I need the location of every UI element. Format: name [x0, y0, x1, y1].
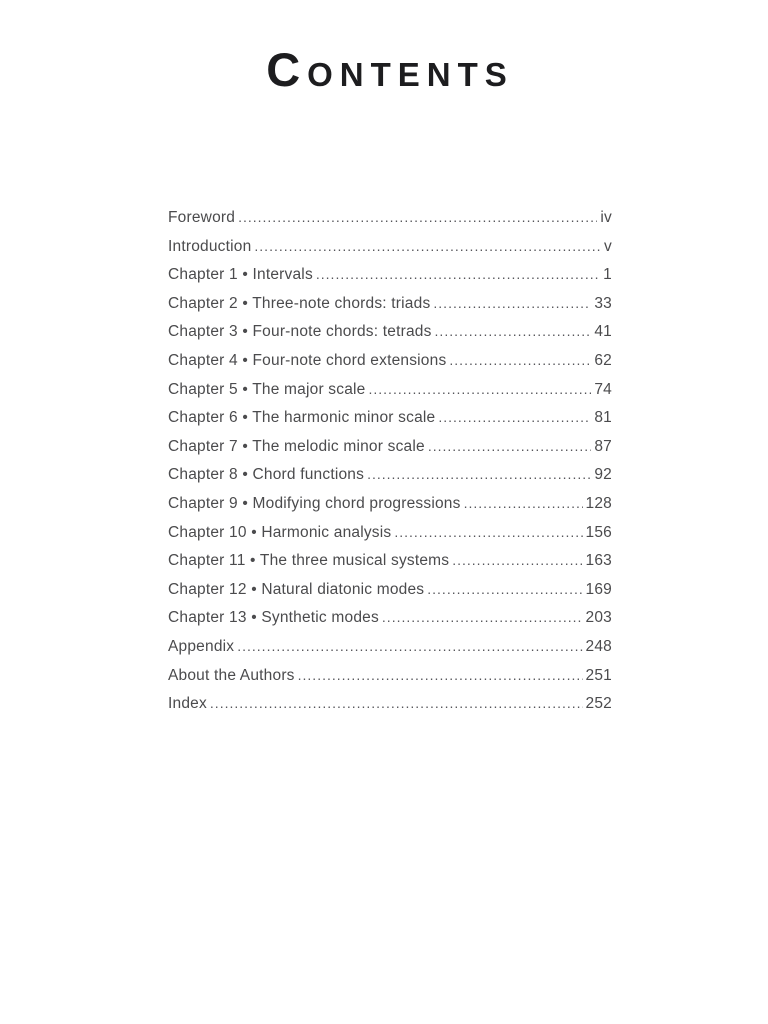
- dot-leader: [438, 408, 591, 427]
- toc-entry-page: 81: [594, 409, 612, 427]
- dot-leader: [254, 237, 601, 256]
- toc-entry-page: 163: [585, 552, 612, 570]
- toc-entry-page: 92: [594, 466, 612, 484]
- toc-entry-label: Chapter 11 • The three musical systems: [168, 552, 450, 570]
- toc-entry: [168, 380, 612, 409]
- toc-entry-label: Appendix: [168, 637, 235, 655]
- toc-entry-label: Chapter 13 • Synthetic modes: [168, 609, 379, 627]
- toc-entry-page: 203: [585, 609, 612, 627]
- toc-entry-page: 1: [603, 266, 612, 284]
- dot-leader: [449, 351, 591, 370]
- toc-entry-label: Chapter 2 • Three-note chords: triads: [168, 294, 431, 312]
- toc-entry-page: 41: [594, 323, 612, 341]
- dot-leader: [237, 637, 582, 656]
- toc-entry-label: Chapter 10 • Harmonic analysis: [168, 523, 392, 541]
- toc-entry-label: Chapter 12 • Natural diatonic modes: [168, 580, 425, 598]
- toc-entry-page: 248: [585, 637, 612, 655]
- dot-leader: [433, 294, 591, 313]
- page-title: Contents: [266, 43, 514, 96]
- toc-entry: [168, 551, 612, 580]
- toc-entry: [168, 437, 612, 466]
- toc-entry: [168, 494, 612, 523]
- toc-entry: [168, 465, 612, 494]
- dot-leader: [238, 208, 597, 227]
- toc-entry-label: Chapter 1 • Intervals: [168, 266, 313, 284]
- toc-entry-label: Chapter 7 • The melodic minor scale: [168, 437, 425, 455]
- toc-entry-label: Chapter 9 • Modifying chord progressions: [168, 494, 461, 512]
- toc-entry-label: Index: [168, 695, 207, 713]
- dot-leader: [452, 551, 582, 570]
- toc-entry: [168, 694, 612, 723]
- dot-leader: [316, 265, 600, 284]
- toc-entry-page: 251: [585, 666, 612, 684]
- toc-entry: [168, 666, 612, 695]
- dot-leader: [369, 380, 592, 399]
- toc-entry: [168, 580, 612, 609]
- dot-leader: [367, 465, 591, 484]
- toc-entry: [168, 322, 612, 351]
- toc-entry-page: 74: [594, 380, 612, 398]
- toc-entry: [168, 294, 612, 323]
- toc-entry-page: 156: [585, 523, 612, 541]
- toc-entry-label: About the Authors: [168, 666, 295, 684]
- toc-entry-label: Chapter 8 • Chord functions: [168, 466, 365, 484]
- toc-entry-page: iv: [600, 209, 612, 226]
- toc-entry-label: Chapter 6 • The harmonic minor scale: [168, 409, 436, 427]
- toc-entry-page: 33: [594, 294, 612, 312]
- toc-entry-label: Chapter 3 • Four-note chords: tetrads: [168, 323, 432, 341]
- toc-entry: [168, 265, 612, 294]
- dot-leader: [210, 694, 583, 713]
- toc-list: [168, 208, 612, 723]
- toc-entry-page: 169: [585, 580, 612, 598]
- dot-leader: [428, 437, 592, 456]
- toc-entry: [168, 637, 612, 666]
- toc-entry: [168, 523, 612, 552]
- toc-entry: [168, 351, 612, 380]
- dot-leader: [464, 494, 583, 513]
- toc-entry-page: 62: [594, 351, 612, 369]
- toc-entry: [168, 208, 612, 237]
- dot-leader: [298, 666, 583, 685]
- toc-entry: [168, 408, 612, 437]
- toc-entry-label: Chapter 5 • The major scale: [168, 380, 366, 398]
- dot-leader: [394, 523, 582, 542]
- toc-entry-page: v: [604, 237, 612, 255]
- toc-entry-page: 87: [594, 437, 612, 455]
- dot-leader: [435, 322, 592, 341]
- toc-entry: [168, 608, 612, 637]
- toc-entry-label: Chapter 4 • Four-note chord extensions: [168, 351, 447, 369]
- toc-entry-page: 128: [585, 494, 612, 512]
- dot-leader: [427, 580, 582, 599]
- dot-leader: [382, 608, 583, 627]
- toc-entry-label: Introduction: [168, 237, 252, 255]
- toc-entry-label: Foreword: [168, 209, 236, 226]
- toc-entry-page: 252: [585, 695, 612, 713]
- toc-entry: [168, 237, 612, 266]
